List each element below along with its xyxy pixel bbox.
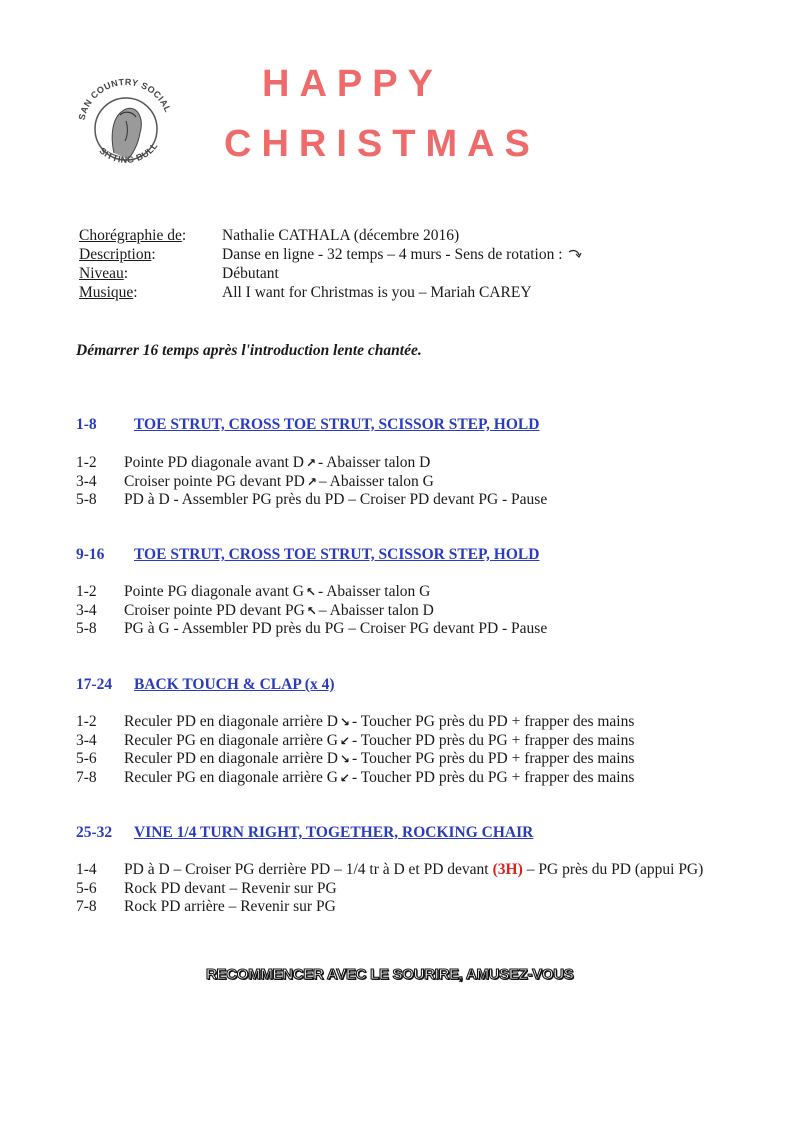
step-row: [76, 454, 547, 473]
title-line-2: CHRISTMAS: [224, 123, 540, 165]
step-count: 5-6: [76, 750, 97, 767]
music-label: Musique: [79, 284, 134, 301]
section-name: VINE 1/4 TURN RIGHT, TOGETHER, ROCKING CHAIR: [134, 824, 534, 841]
arrow-up-left-icon: ↖: [306, 603, 317, 618]
step-count: 7-8: [76, 898, 97, 915]
step-text: Pointe PD diagonale avant D: [124, 454, 304, 471]
arrow-up-right-icon: ↗: [305, 456, 317, 470]
logo-text-bottom: SITTING BULL: [97, 140, 160, 165]
step-text: Reculer PD en diagonale arrière D: [124, 713, 338, 730]
step-text: Rock PD devant – Revenir sur PG: [124, 879, 337, 897]
step-text-end: – PG près du PD (appui PG): [526, 861, 704, 878]
step-row: [76, 713, 634, 732]
sitting-bull-logo: [70, 75, 182, 177]
step-count: 1-2: [76, 454, 97, 471]
section-count: 1-8: [76, 416, 97, 433]
section-count: 9-16: [76, 546, 105, 563]
step-row: [76, 898, 703, 917]
info-block: [79, 226, 583, 302]
step-row: [76, 583, 547, 602]
step-text-end: - Abaisser talon D: [318, 454, 431, 471]
step-text-end: – Abaisser talon D: [318, 601, 434, 619]
music-value: All I want for Christmas is you – Mariah CAREY: [222, 284, 532, 301]
step-row: [76, 473, 547, 492]
level-label: Niveau: [79, 265, 124, 282]
arrow-down-left-icon: ↙: [339, 770, 350, 785]
step-text: Pointe PG diagonale avant G: [124, 583, 304, 600]
section-title: [76, 416, 539, 434]
step-count: 5-8: [76, 491, 97, 508]
step-count: 3-4: [76, 731, 97, 749]
step-count: 1-2: [76, 583, 97, 600]
arrow-down-right-icon: ↘: [339, 715, 350, 729]
section-title: [76, 676, 335, 694]
step-text: Reculer PG en diagonale arrière G: [124, 768, 338, 786]
step-count: 3-4: [76, 472, 97, 490]
step-text-end: - Toucher PG près du PD + frapper des mains: [351, 750, 635, 767]
section-name: TOE STRUT, CROSS TOE STRUT, SCISSOR STEP, HOLD: [134, 546, 540, 563]
step-count: 5-8: [76, 620, 97, 637]
step-list: [76, 454, 547, 510]
step-text: PG à G - Assembler PD près du PG – Croiser PG devant PD - Pause: [124, 620, 548, 637]
section-title: [76, 824, 533, 842]
clockwise-rotation-icon: [567, 249, 583, 261]
step-count: 1-2: [76, 713, 97, 730]
description-value: Danse en ligne - 32 temps – 4 murs - Sens de rotation :: [222, 246, 563, 263]
section-count: 25-32: [76, 824, 113, 841]
step-text: PD à D – Croiser PG derrière PD – 1/4 tr à D et PD devant: [124, 861, 489, 878]
step-text-end: - Toucher PG près du PD + frapper des mains: [351, 713, 635, 730]
arrow-down-left-icon: ↙: [339, 733, 350, 748]
highlight-clock-position: (3H): [492, 861, 523, 878]
step-count: 5-6: [76, 879, 97, 897]
step-count: 7-8: [76, 768, 97, 786]
step-row: [76, 732, 634, 751]
info-row-description: Description : Danse en ligne - 32 temps – 4 murs - Sens de rotation :: [79, 245, 583, 264]
title-line-1: HAPPY: [262, 63, 443, 105]
step-text-end: - Toucher PD près du PG + frapper des mains: [351, 768, 635, 786]
info-row-music: Musique : All I want for Christmas is you – Mariah CAREY: [79, 284, 532, 301]
step-list: [76, 583, 547, 639]
description-label: Description: [79, 246, 152, 263]
step-text: Croiser pointe PD devant PG: [124, 601, 305, 619]
section-name: BACK TOUCH & CLAP (x 4): [134, 676, 335, 693]
arrow-down-right-icon: ↘: [339, 752, 350, 766]
step-text-end: - Toucher PD près du PG + frapper des mains: [351, 731, 635, 749]
step-text-end: – Abaisser talon G: [318, 472, 434, 490]
step-list: [76, 713, 634, 787]
logo-text-top: SAN COUNTRY SOCIAL: [76, 76, 174, 121]
choreographer-value: Nathalie CATHALA (décembre 2016): [222, 227, 460, 244]
step-row: [76, 491, 547, 510]
step-text: Croiser pointe PG devant PD: [124, 472, 305, 490]
choreographer-label: Chorégraphie de: [79, 227, 182, 244]
footer-message: RECOMMENCER AVEC LE SOURIRE, AMUSEZ-VOUS: [206, 966, 574, 983]
step-row: [76, 861, 703, 880]
step-row: [76, 620, 547, 639]
info-row-level: Niveau : Débutant: [79, 265, 279, 282]
arrow-up-right-icon: ↗: [306, 474, 317, 489]
step-row: [76, 769, 634, 788]
section-count: 17-24: [76, 676, 113, 693]
info-row-choreographer: Chorégraphie de : Nathalie CATHALA (décembre 2016): [79, 227, 460, 244]
section-name: TOE STRUT, CROSS TOE STRUT, SCISSOR STEP, HOLD: [134, 416, 540, 433]
step-row: [76, 880, 703, 899]
step-row: [76, 602, 547, 621]
step-count: 3-4: [76, 601, 97, 619]
step-list: [76, 861, 703, 917]
intro-text: Démarrer 16 temps après l'introduction lente chantée.: [76, 342, 422, 359]
step-text: PD à D - Assembler PG près du PD – Croiser PD devant PG - Pause: [124, 491, 548, 508]
step-text: Reculer PG en diagonale arrière G: [124, 731, 338, 749]
step-count: 1-4: [76, 861, 97, 878]
arrow-up-left-icon: ↖: [305, 585, 317, 599]
level-value: Débutant: [222, 265, 279, 282]
step-text: Rock PD arrière – Revenir sur PG: [124, 898, 336, 915]
step-text-end: - Abaisser talon G: [318, 583, 431, 600]
section-title: [76, 546, 539, 564]
step-text: Reculer PD en diagonale arrière D: [124, 750, 338, 767]
step-row: [76, 750, 634, 769]
